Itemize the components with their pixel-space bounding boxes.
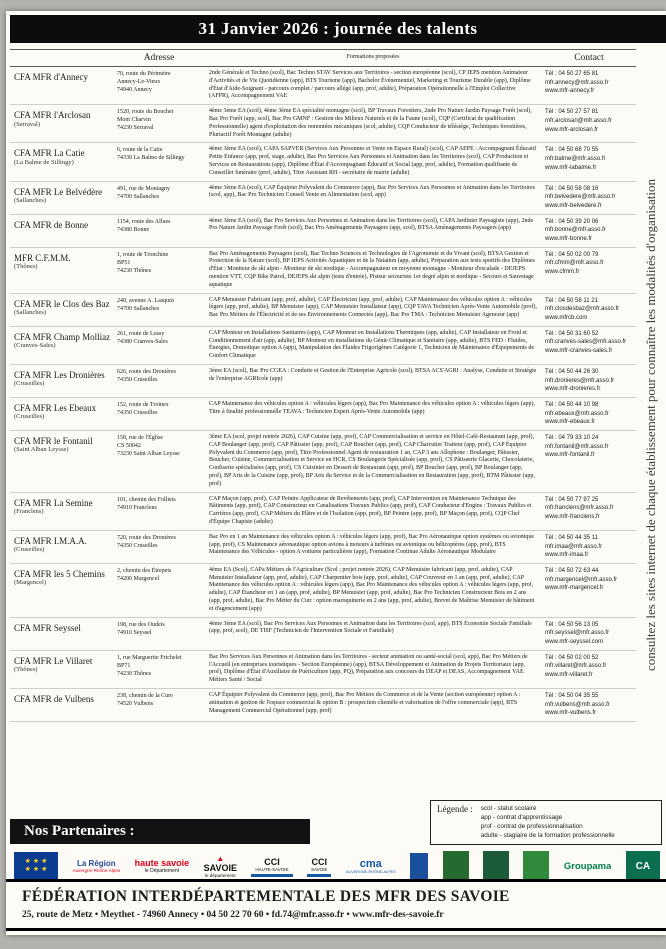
center-name: CFA MFR Les Ebeaux [14,402,97,413]
center-name: CFA MFR I.M.A.A. [14,535,87,546]
header-formations: Formations proposées [346,54,400,61]
center-location: (Sallanches) [14,309,47,317]
center-address: 261, route de Lossy 74380 Cranves-Sales [117,330,168,345]
center-formations: 4ème 3ème EA (scol), CAPA SAPVER (Services Aux Personnes et Vente en Espace Rural) (scol), CAP AEPE : Accompagnant Éducatif Petite Enfance (app, prof, stage, adulte), Bac Pro Services Aux Personnes et Animation dans les Territoires (scol), CAP Production et Services en Restaurations (app), Diplôme d'État d'Accompagnant Éducatif et Social (app, prof, adulte), Formation qualifiante de Conseiller funéraire (prof, adulte), Titre Assistant RH - secrétaire de mairie (adulte) [209,146,537,176]
savoie-departement-logo: ▲ SAVOIE le département [204,855,237,878]
groupama-logo: Groupama [563,860,612,872]
center-contact: Tél : 04 50 44 26 30 mfr.dronieres@mfr.asso.fr www.mfr-dronieres.fr [545,368,615,393]
center-address: 1, rue Marguerite Frichelet BP71 74230 Thônes [117,654,182,677]
center-contact: Tél : 04 50 58 08 16 mfr.belvedere@mfr.asso.fr www.mfr-belvedere.fr [545,185,616,209]
center-row [10,398,636,431]
center-row [10,689,636,722]
center-location: (Cruseilles) [14,380,45,388]
legend-label: Légende : [437,804,473,814]
center-formations: CAP Maçon (app, prof), CAP Peintre Applicateur de Revêtements (app, prof), CAP Intervention en Maintenance Technique des Bâtiments (app, prof), CAP Constructeur en Canalisations Travaux Publics (app, prof), CAP Conducteur d'Engins : Travaux Publics et Carrières (app, prof), CAP Métiers du Plâtre et de l'Isolation (app, prof), BP Peintre (app, prof), BP Maçon (app, prof), CQP Chef d'Équipe Chapiste (adulte) [209,495,532,526]
center-row [10,618,636,651]
center-location: (Sallanches) [14,196,47,204]
center-formations: 4ème 3ème EA (scol), CAP Équipier Polyvalent du Commerce (app), Bac Pro Services Aux Personnes et Animation dans les Territoires (scol, app), Bac Pro Technicien Conseil Vente en Alimentation (scol, app) [209,184,536,199]
center-address: 6, route de la Catie 74330 La Balme de Sillingy [117,147,185,162]
center-location: (Cruseilles) [14,413,45,421]
title-banner [10,15,666,43]
center-name: CFA MFR le Fontanil [14,436,93,447]
legend-item: prof - contrat de professionnalisation [480,823,583,831]
table-header-row [10,50,636,67]
center-row [10,493,636,531]
center-name: CFA MFR de Bonne [14,219,89,230]
center-formations: Bac Pro Aménagements Paysagers (scol), Bac Techno Sciences et Technologies de l'Agronomie et du Vivant (scol), BTSA Gestion et Protection de la Nature (scol), BP JEPS Activités Aquatiques et de la Natation (app, adulte), Préparation aux tests sportifs des Diplômes d'État : Moniteur de ski alpin - Moniteur de ski nordique - Accompagnateur en moyenne montagne - Moniteur d'escalade - DEJEPS mention VTT, CQP Bike Patrol, DEJEPS ski alpin (tests d'entrée), Pisteur secouriste 1er degré alpin et nordique - Secours et Sauvetage aquatique [209,250,535,288]
center-row [10,67,636,105]
center-contact: Tél : 04 50 02 00 52 mfr.villaret@mfr.asso.fr www.mfr-villaret.fr [545,654,607,679]
center-contact: Tél : 04 50 68 70 55 mfr.balme@mfr.asso.fr www.mfr-labalme.fr [545,147,606,171]
center-location: (Thônes) [14,263,38,271]
center-formations: 3ème EA (scol, projet rentrée 2026), CAP Cuisine (app, prof), CAP Commercialisation et service en Hôtel-Café-Restaurant (app, prof), CAP Boulanger (app, prof), CAP Pâtissier (app, prof), CAP Boucher (app, prof), CAP Charcutier Traiteur (app, prof), CAP Équipier Polyvalent du Commerce (app, prof), Titre Professionnel Agent de restauration 1 an, CAP 3 ans Allophone : Boulanger, Pâtissier, Boucher, Cuisine, Commercialisation et Service en HCR, CS Boulangerie Spécialisée (app, prof), CS Pâtisserie Glacerie, Chocolaterie, Confiserie spécialisées (app, prof), CS Cuisinier en Dessert de Restaurant (app, prof), BP Boucher (app, prof), BP Boulanger (app, prof), BP Arts de la Cuisine (app, prof), BP Arts du Service et de la Commercialisation en Restauration (app, prof), BTM Pâtissier (app, prof) [209,434,535,487]
center-location: (Franclens) [14,507,44,515]
center-row [10,431,636,493]
partner-green-square-logo [483,851,509,881]
center-location: (Serraval) [14,120,40,128]
center-formations: CAP Monteur en Installations Sanitaires (app), CAP Monteur en Installations Thermiques (app, adulte), CAP Installateur en Froid et Conditionnement d'air (app, adulte), BP Monteur en installations du Génie Climatique et Sanitaire (app, adulte), BTS FED : Fluides, Énergies, Domotique option A (app), Manipulation des Fluides Frigorigènes Catégorie 1, Technicien de Maintenance d'Équipements de Confort Climatique [209,329,535,360]
center-contact: Tél : 04 50 27 57 81 mfr.arclosan@mfr.asso.fr www.mfr-arclosan.fr [545,109,612,133]
center-name: CFA MFR l'Arclosan [14,110,91,121]
federation-banner: FÉDÉRATION INTERDÉPARTEMENTALE DES MFR DES SAVOIE [6,879,666,908]
center-contact: Tél : 04 50 72 63 44 mfr.margencel@mfr.asso.fr www.mfr-margencel.fr [545,567,618,592]
center-formations: 4ème 3ème EA (scol), Bac Pro Services Aux Personnes et Animation dans les Territoires (scol), CAPA Jardinier Paysagiste (app), 2nde Pro Nature Jardin Paysage Forêt (scol), Bac Pro Aménagements Paysagers (app, scol), BTSA Aménagements Paysagers (app) [209,217,534,232]
center-contact: Tél : 04 50 27 65 81 mfr.annecy@mfr.asso.fr www.mfr-annecy.fr [545,71,609,95]
center-name: CFA MFR Le Belvédère [14,186,103,197]
center-name: CFA MFR Champ Molliaz [14,331,111,342]
center-location: (Thônes) [14,666,38,674]
center-contact: Tél : 04 50 58 11 21 mfr.closdesbaz@mfr.asso.fr www.mfrcb.com [545,297,620,322]
center-formations: Bac Pro Services Aux Personnes et Animation dans les Territoires - secteur animation ou santé-social (scol, app), Bac Pro Métiers de l'Accueil (en entreprises touristiques - Section Européenne) (app), BTSA Développement et Animation de Projets Territoriaux (app, prof), Diplôme d'État d'Auxiliaire de Puériculture (app, PQ), Préparation aux concours du DEAP et DEAS, Accompagnement VAE Métiers Santé / Social [209,653,528,684]
center-name: CFA MFR La Catie [14,148,85,159]
center-contact: Tél : 04 79 33 10 24 mfr.fontanil@mfr.asso.fr www.mfr-fontanil.fr [545,435,609,459]
center-contact: Tél : 04 50 44 10 98 mfr.ebeaux@mfr.asso.fr www.mfr-ebeaux.fr [545,401,609,426]
center-address: 238, chemin de la Cure 74520 Vulbens [117,692,173,707]
legend-items [481,804,615,841]
center-formations: 4ème 3ème EA (scol), 4ème 3ème EA spécialité montagne (scol), BP Travaux Forestiers, 2nde Pro Nature Jardin Paysage Forêt (scol), Bac Pro Forêt (app, scol), Bac Pro GMNF : Gestion des Milieux Naturels et de la Faune (scol), CQP (Certificat de qualification Professionnelle) agent d'exploitation des remontées mécaniques (scol, adulte), CQP Conducteur de télésiège, Techniques forestières, Pluriactif Forêt Montagne (adulte) [209,108,532,138]
center-name: CFA MFR de Vulbens [14,693,94,704]
table-body [10,67,636,722]
center-name: CFA MFR d'Annecy [14,72,88,82]
header-name-blank [10,55,114,61]
partner-green-emblem-logo [523,851,549,881]
center-formations: 4ème 3ème EA (scol), Bac Pro Services Aux Personnes et Animation dans les Territoires (scol, app), BTS Économie Sociale Familiale (app, prof, scol), DE TISF (Technicien de l'Intervention Sociale et Familiale) [209,620,532,635]
center-formations: Bac Pro en 1 an Maintenance des véhicules option A : véhicules légers (app, prof), Bac Pro Aéronautique option systèmes ou avionique (app, prof), CS Maintenance aéronautique option avions à moteurs à turbines ou avionique ou hélicoptères (app, prof), BTS Maintenance des Véhicules - option A voitures particulières (app), Formation Continue Adulte Aéronautique Modulaire [209,533,535,556]
cma-auvergne-rhone-alpes-logo: cma AUVERGNE-RHÔNE-ALPES [345,858,396,874]
center-address: 720, route des Dronières 74350 Cruseilles [117,534,176,549]
center-contact: Tél : 04 50 31 60 52 mfr.cranves-sales@mfr.asso.fr www.mfr-cranves-sales.fr [545,330,627,355]
partners-banner [10,819,310,844]
center-name: CFA MFR Le Villaret [14,655,93,666]
center-row [10,182,636,215]
center-address: 101, chemin des Folliets 74910 Franclens [117,496,176,511]
center-row [10,215,636,248]
center-contact: Tél : 04 50 04 35 55 mfr.vulbens@mfr.asso.fr www.mfr-vulbens.fr [545,692,610,717]
center-formations: CAP Menuisier Fabricant (app, prof, adulte), CAP Électricien (app, prof, adulte), CAP Maintenance des véhicules option A : véhicules légers (app, prof, adulte), BP Menuisier (app), CAP Menuisier Installateur (app), CQP TAVA Technicien Après-Vente Automobile (prof), Bac Pro Métiers de l'Électricité et de ses Environnements Connectés (app), Bac Pro TMA : Technicien Menuisier Agenceur (app) [209,296,537,319]
center-address: 152, route de Troinex 74350 Cruseilles [117,401,169,417]
cci-haute-savoie-logo: CCI HAUTE-SAVOIE [251,856,292,877]
center-row [10,248,636,294]
legend-item: app - contrat d'apprentissage [480,814,563,822]
center-address: 240, avenue A. Lasquin 74700 Sallanches [117,297,174,312]
center-address: 198, rue des Oudets 74910 Seyssel [117,621,165,636]
scanned-document-page [6,11,666,935]
credit-agricole-des-savoie-logo: CA [626,851,660,881]
center-address: 1154, route des Allues 74380 Bonne [117,218,171,233]
partners-label: Nos Partenaires : [24,823,135,839]
center-location: (Cruseilles) [14,546,45,554]
center-row [10,365,636,398]
legend-box [430,800,662,845]
center-contact: Tél : 04 50 02 00 79 mfr.cfmm@mfr.asso.fr www.cfmm.fr [545,251,604,276]
union-europeenne-flag-logo [14,852,58,881]
center-formations: 4ème EA (Scol), CAPa Métiers de l'Agriculture (Scol ; projet rentrée 2026), CAP Menuisier fabricant (app, prof, adulte), CAP Menuisier Installateur (app, prof, adulte), CAP Charpentier bois (app, prof, adulte), CAP Couvreur en 1 an (app, prof, adulte), CAP Maintenance des véhicules option A : véhicules légers (app), Bac Pro Maintenance des véhicules option A : véhicules légers (app, prof, adulte), CAP Étancheur en 1 an (app, prof, adulte), BP Menuisier (app, prof, adulte), Bac Pro Technicien Constructeur Bois en 2 ans (app, prof, adulte), Bac Pro Métier du Cuir : option maroquinerie en 2 ans (app, prof, adulte), Brevet de Maîtrise Menuisier de bâtiment et d'agencement (app) [209,566,535,612]
center-name: CFA MFR Les Dronières [14,369,105,380]
center-formations: CAP Maintenance des véhicules option A : véhicules légers (app), Bac Pro Maintenance des véhicules option A : véhicules légers (app), Titre à finalité professionnelle TEAVA : Technicien Expert Après-Vente Automobile (app) [209,400,536,415]
header-contact: Contact [574,53,604,63]
legend-item: scol - statut scolaire [480,805,537,812]
center-location: (La Balme de Sillingy) [14,158,74,166]
center-row [10,651,636,689]
center-row [10,105,636,143]
center-name: CFA MFR les 5 Chemins [14,568,105,579]
center-address: 491, rue de Montagny 74700 Sallanches [117,185,170,200]
center-name: MFR C.F.M.M. [14,252,71,263]
centers-table [10,49,636,799]
region-auvergne-rhone-alpes-logo: La Région Auvergne-Rhône-Alpes [72,859,121,873]
center-formations: 2nde Générale et Techno (scol), Bac Techno STAV Services aux Territoires - section européenne (scol), CP JEPS mention Animateur d'Activités et de Vie Quotidienne (app), BTS Tourisme (app), Bachelor Événementiel, Marketing et Tourisme Durable (app), Diplôme d'État d'Aide-Soignant - parcours complet / parcours allégé (app, prof, adulte), Préparation Opérationnelle à l'Emploi Collective (AFPR), Accompagnement VAE [209,70,531,100]
center-contact: Tél : 04 50 56 13 05 mfr.seyssel@mfr.asso.fr www.mfr-seyssel.com [545,621,610,646]
center-name: CFA MFR La Semine [14,497,93,508]
legend-item: adulte - stagiaire de la formation professionnelle [480,832,615,840]
center-contact: Tél : 04 50 77 97 25 mfr.franclens@mfr.asso.fr www.mfr-franclens.fr [545,496,614,520]
side-note-vertical-text: consultez les sites internet de chaque établissement pour connaître les modalités d'organisation [643,179,658,671]
center-contact: Tél : 04 50 39 20 06 mfr.bonne@mfr.asso.fr www.mfr-bonne.fr [545,218,606,242]
center-formations: 3ème EA (scol), Bac Pro CGEA : Conduite et Gestion de l'Entreprise Agricole (scol), BTSA ACS'AGRI : Analyse, Conduite et Stratégie de l'entreprise AGRIcole (app) [209,367,537,382]
center-address: 626, route des Dronières 74350 Cruseilles [117,368,176,384]
center-name: CFA MFR le Clos des Baz [14,298,110,309]
page-title: 31 Janvier 2026 : journée des talents [198,19,478,38]
center-name: CFA MFR Seyssel [14,622,81,633]
center-address: 2, chemin des Étrepets 74200 Margencel [117,567,172,582]
center-location: (Cranves-Sales) [14,342,56,350]
partner-green-badge-logo [443,851,469,881]
center-row [10,564,636,618]
center-address: 158, rue de l'Église CS 50042 73230 Saint Alban Leysse [117,435,180,458]
center-contact: Tél : 04 50 44 35 11 mfr.imaa@mfr.asso.fr www.mfr-imaa.fr [545,534,603,559]
center-row [10,143,636,181]
center-address: 1520, route du Bouchet Mont Charvin 74230 Serraval [117,109,174,132]
center-row [10,531,636,564]
center-address: 1, route de Tronchine BP51 74230 Thônes [117,251,169,274]
haute-savoie-departement-logo: haute savoie le Département [134,858,190,874]
center-location: (Margencel) [14,579,47,587]
center-row [10,294,636,327]
center-formations: CAP Équipier Polyvalent du Commerce (app, prof), Bac Pro Métiers du Commerce et de la Vente (section européenne) option A : animation et gestion de l'espace commercial & option B : prospection clientèle et valorisation de l'offre commerciale (app), BTS Management Commercial Opérationnel (app, prof) [209,691,521,714]
header-adresse: Adresse [143,53,175,63]
footer-address-line: 25, route de Metz • Meythet - 74960 Annecy • 04 50 22 70 60 • fd.74@mfr.asso.fr • www.mfr-des-savoie.fr [6,908,666,931]
center-address: 70, route du Périmètre Annecy-Le-Vieux 74940 Annecy [117,71,171,94]
cci-savoie-logo: CCI SAVOIE [307,856,331,877]
center-row [10,327,636,365]
center-location: (Saint Alban Leysse) [14,446,69,454]
artisanat-logo [410,853,428,879]
